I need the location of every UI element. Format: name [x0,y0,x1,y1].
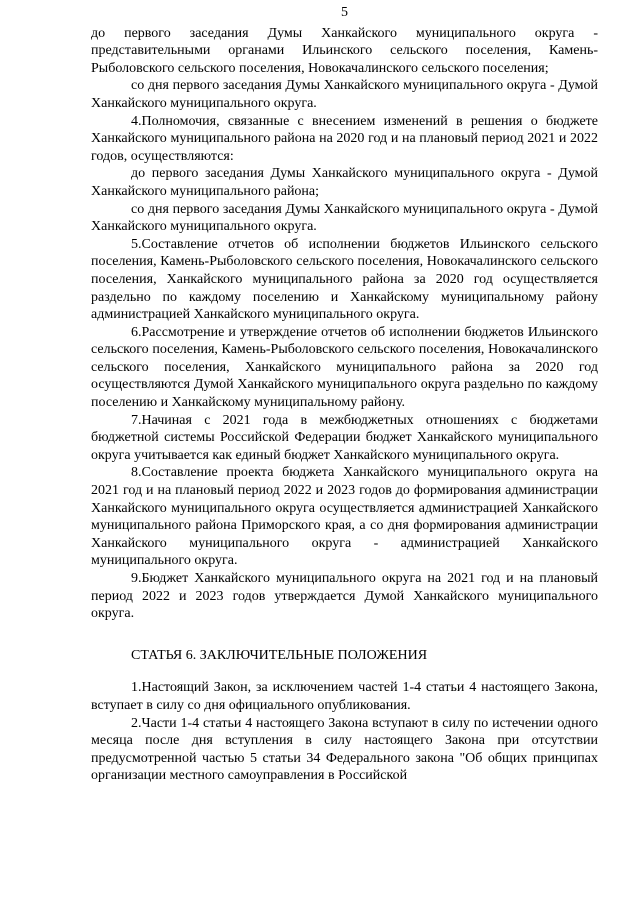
paragraph: со дня первого заседания Думы Ханкайского муниципального округа - Думой Ханкайского муниципального округа. [91,78,598,111]
paragraph: 6.Рассмотрение и утверждение отчетов об исполнении бюджетов Ильинского сельского поселения, Камень-Рыболовского сельского поселения, Новокачалинского сельского поселения, Ханкайского муниципального района за 2020 год осуществляются Думой Ханкайского муниципального округа раздельно по каждому поселению и Ханкайскому муниципальному району. [91,324,598,411]
paragraph: 7.Начиная с 2021 года в межбюджетных отношениях с бюджетами бюджетной системы Российской Федерации бюджет Ханкайского муниципального округа учитывается как единый бюджет Ханкайского муниципального округа. [91,412,598,463]
page-number: 5 [341,5,348,20]
article-heading: СТАТЬЯ 6. ЗАКЛЮЧИТЕЛЬНЫЕ ПОЛОЖЕНИЯ [131,647,428,663]
paragraph: 8.Составление проекта бюджета Ханкайского муниципального округа на 2021 год и на плановый период 2022 и 2023 годов до формирования администрации Ханкайского муниципального округа осуществляется администрацией Ханкайского муниципального района Приморского края, а со дня формирования администрации Ханкайского муниципального округа - администрацией Ханкайского муниципального округа. [91,465,598,569]
paragraph: 1.Настоящий Закон, за исключением частей 1-4 статьи 4 настоящего Закона, вступает в силу со дня официального опубликования. [91,680,598,713]
paragraph: 9.Бюджет Ханкайского муниципального округа на 2021 год и на плановый период 2022 и 2023 годов утверждается Думой Ханкайского муниципального округа. [91,571,598,622]
section-gap [91,664,598,679]
paragraph: 4.Полномочия, связанные с внесением изменений в решения о бюджете Ханкайского муниципального района на 2020 год и на плановый период 2021 и 2022 годов, осуществляются: [91,113,598,164]
paragraph: 5.Составление отчетов об исполнении бюджетов Ильинского сельского поселения, Камень-Рыболовского сельского поселения, Новокачалинского сельского поселения, Ханкайского муниципального района за 2020 год осуществляется раздельно по каждому поселению и Ханкайскому муниципальному району администрацией Ханкайского муниципального округа. [91,236,598,323]
paragraph: со дня первого заседания Думы Ханкайского муниципального округа - Думой Ханкайского муниципального округа. [91,201,598,235]
paragraph: до первого заседания Думы Ханкайского муниципального округа - Думой Ханкайского муниципального района; [91,166,598,199]
paragraph: 2.Части 1-4 статьи 4 настоящего Закона вступают в силу по истечении одного месяца после дня вступления в силу настоящего Закона при отсутствии предусмотренной частью 5 статьи 34 Федерального закона "Об общих принципах организации местного самоуправления в Российской [91,715,598,784]
paragraph: до первого заседания Думы Ханкайского муниципального округа - представительными органами Ильинского сельского поселения, Камень-Рыболовского сельского поселения, Новокачалинского сельского поселения; [91,25,598,76]
section-gap [91,623,598,647]
